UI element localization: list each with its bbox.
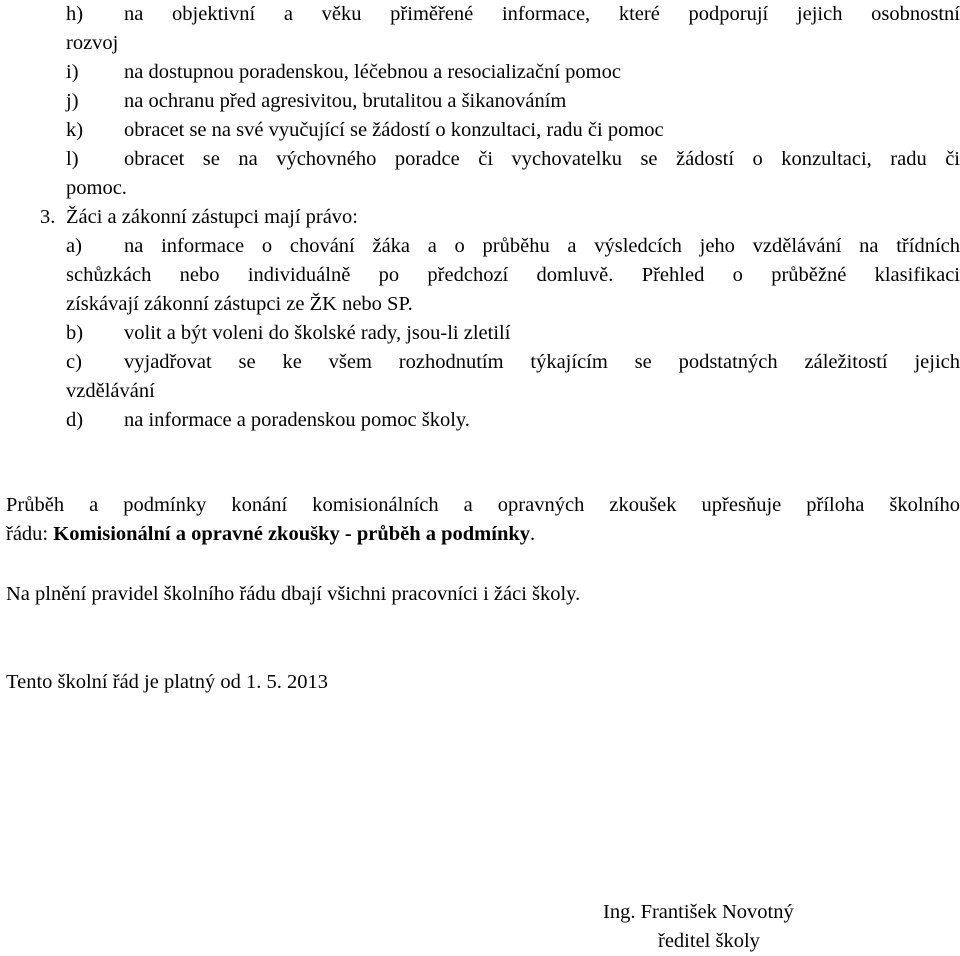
exams-paragraph-line2	[6, 524, 535, 545]
list-marker-a: a)	[66, 235, 82, 257]
compliance-paragraph: Na plnění pravidel školního řádu dbají všichni pracovníci i žáci školy.	[6, 583, 581, 605]
list-item-c-line2: vzdělávání	[66, 380, 155, 402]
signature-title: ředitel školy	[658, 930, 760, 952]
exams-paragraph-line1: Průběh a podmínky konání komisionálních a opravných zkoušek upřesňuje příloha školního	[6, 495, 960, 516]
signature-name: Ing. František Novotný	[603, 901, 794, 923]
list-marker-b: b)	[66, 322, 84, 344]
list-marker-d: d)	[66, 409, 84, 431]
list-item-b: volit a být voleni do školské rady, jsou-li zletilí	[124, 322, 511, 344]
list-marker-j: j)	[66, 90, 79, 112]
exams-paragraph-prefix: řádu:	[6, 523, 54, 545]
list-item-c-line1: vyjadřovat se ke všem rozhodnutím týkajícím se podstatných záležitostí jejich	[124, 352, 960, 373]
list-item-a-line1: na informace o chování žáka a o průběhu a výsledcích jeho vzdělávání na třídních	[124, 236, 960, 257]
section-number-3: 3.	[40, 206, 56, 228]
list-item-i: na dostupnou poradenskou, léčebnou a resocializační pomoc	[124, 61, 621, 83]
list-item-h-line2: rozvoj	[66, 32, 119, 54]
list-marker-c: c)	[66, 351, 82, 373]
section-heading: Žáci a zákonní zástupci mají právo:	[66, 206, 359, 228]
list-marker-l: l)	[66, 148, 79, 170]
list-item-k: obracet se na své vyučující se žádostí o konzultaci, radu či pomoc	[124, 119, 664, 141]
list-item-d: na informace a poradenskou pomoc školy.	[124, 409, 470, 431]
list-item-h-line1: na objektivní a věku přiměřené informace, které podporují jejich osobnostní	[124, 4, 960, 25]
list-marker-h: h)	[66, 3, 84, 25]
validity-statement: Tento školní řád je platný od 1. 5. 2013	[6, 671, 328, 693]
list-marker-k: k)	[66, 119, 84, 141]
list-marker-i: i)	[66, 61, 79, 83]
list-item-a-line2: schůzkách nebo individuálně po předchozí domluvě. Přehled o průběžné klasifikaci	[66, 265, 960, 286]
list-item-a-line3: získávají zákonní zástupci ze ŽK nebo SP.	[66, 293, 413, 315]
list-item-l-line2: pomoc.	[66, 177, 127, 199]
exams-paragraph-suffix: .	[530, 523, 536, 545]
list-item-j: na ochranu před agresivitou, brutalitou a šikanováním	[124, 90, 567, 112]
list-item-l-line1: obracet se na výchovného poradce či vychovatelku se žádostí o konzultaci, radu či	[124, 149, 960, 170]
exams-attachment-title: Komisionální a opravné zkoušky - průběh a podmínky	[53, 523, 530, 545]
